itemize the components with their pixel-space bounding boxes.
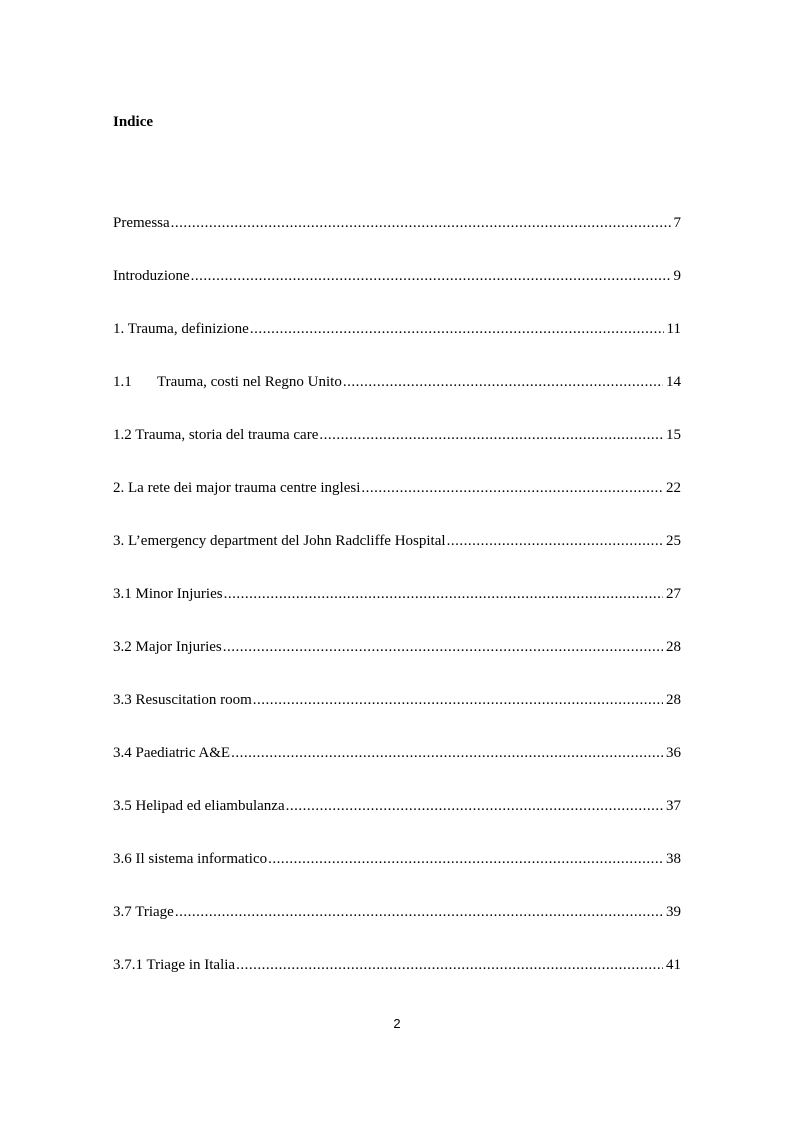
- toc-leader-dots: [447, 530, 663, 552]
- toc-entry-1-2[interactable]: [113, 424, 681, 477]
- toc-entry-title: 3.5 Helipad ed eliambulanza: [113, 798, 285, 814]
- toc-leader-dots: [191, 265, 671, 287]
- toc-entry-title: 3.7 Triage: [113, 904, 174, 920]
- toc-leader-dots: [361, 477, 663, 499]
- toc-entry-number: 1.1: [113, 374, 132, 390]
- toc-entry-title: 3.6 Il sistema informatico: [113, 851, 268, 867]
- toc-entry-title: 3.3 Resuscitation room: [113, 692, 252, 708]
- toc-leader-dots: [236, 954, 663, 976]
- toc-entry-title: 3.7.1 Triage in Italia: [113, 957, 236, 973]
- toc-entry-1[interactable]: [113, 318, 681, 371]
- table-of-contents: [113, 212, 681, 1007]
- toc-entry-page: 41: [666, 957, 681, 973]
- toc-leader-dots: [250, 318, 664, 340]
- toc-entry-title-text: Trauma, costi nel Regno Unito: [157, 374, 342, 390]
- toc-entry-introduzione[interactable]: [113, 265, 681, 318]
- toc-leader-dots: [224, 583, 663, 605]
- toc-leader-dots: [343, 371, 663, 393]
- toc-entry-title: 1. Trauma, definizione: [113, 321, 249, 337]
- toc-entry-3-4[interactable]: [113, 742, 681, 795]
- toc-entry-page: 14: [666, 374, 681, 390]
- toc-leader-dots: [253, 689, 663, 711]
- toc-entry-premessa[interactable]: [113, 212, 681, 265]
- toc-entry-1-1[interactable]: [113, 371, 681, 424]
- toc-entry-title: 3.2 Major Injuries: [113, 639, 222, 655]
- toc-entry-page: 27: [666, 586, 681, 602]
- toc-entry-2[interactable]: [113, 477, 681, 530]
- toc-entry-page: 37: [666, 798, 681, 814]
- toc-entry-3-7[interactable]: [113, 901, 681, 954]
- toc-leader-dots: [171, 212, 671, 234]
- toc-entry-page: 9: [673, 268, 681, 284]
- toc-entry-title: 2. La rete dei major trauma centre inglesi: [113, 480, 361, 496]
- toc-entry-title: 3.4 Paediatric A&E: [113, 745, 231, 761]
- toc-entry-title: Premessa: [113, 215, 170, 231]
- toc-entry-page: 7: [673, 215, 681, 231]
- toc-entry-page: 28: [666, 639, 681, 655]
- toc-entry-3-5[interactable]: [113, 795, 681, 848]
- toc-leader-dots: [231, 742, 663, 764]
- toc-entry-page: 36: [666, 745, 681, 761]
- toc-entry-3-1[interactable]: [113, 583, 681, 636]
- toc-entry-title: Introduzione: [113, 268, 190, 284]
- toc-entry-page: 15: [666, 427, 681, 443]
- toc-entry-3-2[interactable]: [113, 636, 681, 689]
- toc-entry-page: 11: [666, 321, 681, 337]
- toc-entry-page: 22: [666, 480, 681, 496]
- toc-entry-title: 1.2 Trauma, storia del trauma care: [113, 427, 319, 443]
- toc-leader-dots: [175, 901, 663, 923]
- toc-entry-page: 28: [666, 692, 681, 708]
- toc-entry-page: 38: [666, 851, 681, 867]
- toc-entry-title: 3. L’emergency department del John Radcliffe Hospital: [113, 533, 446, 549]
- toc-entry-3[interactable]: [113, 530, 681, 583]
- page-number: 2: [393, 1016, 401, 1031]
- toc-leader-dots: [223, 636, 663, 658]
- toc-leader-dots: [286, 795, 663, 817]
- toc-entry-page: 25: [666, 533, 681, 549]
- toc-entry-title: 3.1 Minor Injuries: [113, 586, 223, 602]
- toc-entry-page: 39: [666, 904, 681, 920]
- toc-entry-3-6[interactable]: [113, 848, 681, 901]
- toc-entry-3-7-1[interactable]: [113, 954, 681, 1007]
- toc-entry-3-3[interactable]: [113, 689, 681, 742]
- toc-entry-title: [113, 371, 342, 393]
- toc-heading: Indice: [113, 114, 154, 130]
- toc-leader-dots: [268, 848, 663, 870]
- toc-leader-dots: [319, 424, 663, 446]
